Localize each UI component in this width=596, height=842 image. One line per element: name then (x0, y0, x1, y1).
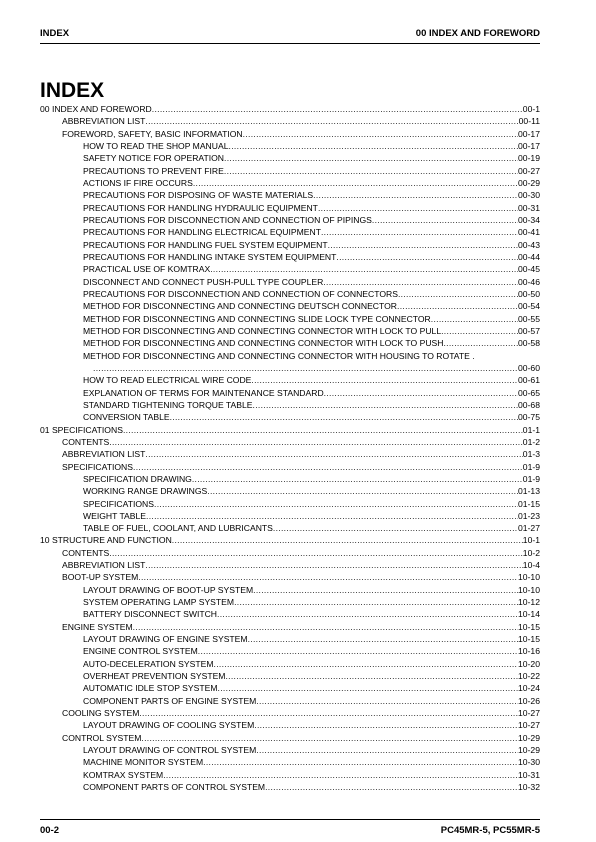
toc-entry[interactable] (40, 399, 540, 411)
toc-entry-title: WORKING RANGE DRAWINGS (83, 486, 208, 497)
toc-entry-title: SYSTEM OPERATING LAMP SYSTEM (83, 597, 235, 608)
toc-entry-title: METHOD FOR DISCONNECTING AND CONNECTING CONNECTOR WITH LOCK TO PULL (83, 325, 442, 336)
toc-entry-page: 00-65 (518, 387, 540, 398)
toc-entry-page: 10-32 (518, 782, 540, 793)
toc-entry[interactable] (40, 633, 540, 645)
dot-leader (243, 128, 518, 140)
toc-entry-title: OVERHEAT PREVENTION SYSTEM (83, 671, 226, 682)
toc-entry-page: 01-9 (522, 461, 540, 472)
dot-leader (133, 621, 518, 633)
toc-entry-title: LAYOUT DRAWING OF COOLING SYSTEM (83, 720, 255, 731)
toc-entry[interactable] (40, 522, 540, 534)
dot-leader (323, 276, 518, 288)
toc-entry-page: 10-29 (518, 745, 540, 756)
dot-leader (203, 756, 518, 768)
dot-leader (193, 177, 518, 189)
toc-entry-title: METHOD FOR DISCONNECTING AND CONNECTING DEUTSCH CONNECTOR (83, 301, 397, 312)
toc-entry-page: 00-60 (518, 362, 540, 373)
toc-entry[interactable] (40, 424, 540, 436)
toc-entry-title: METHOD FOR DISCONNECTING AND CONNECTING SLIDE LOCK TYPE CONNECTOR (83, 313, 431, 324)
toc-entry-title: PRECAUTIONS TO PREVENT FIRE (83, 165, 224, 176)
toc-entry-title: PRECAUTIONS FOR DISCONNECTION AND CONNECTION OF PIPINGS (83, 214, 372, 225)
toc-entry-title: BOOT-UP SYSTEM (62, 572, 139, 583)
toc-entry-page: 01-27 (518, 523, 540, 534)
toc-entry[interactable] (40, 263, 540, 275)
dot-leader (109, 436, 523, 448)
footer-rule (40, 819, 540, 820)
dot-leader (218, 682, 519, 694)
toc-entry-title: PRECAUTIONS FOR HANDLING ELECTRICAL EQUIPMENT (83, 227, 321, 238)
toc-entry-title: STANDARD TIGHTENING TORQUE TABLE (83, 399, 253, 410)
toc-entry-title: COOLING SYSTEM (62, 708, 140, 719)
dot-leader (256, 695, 518, 707)
dot-leader (224, 152, 518, 164)
toc-entry[interactable] (40, 756, 540, 768)
toc-entry-page: 00-19 (518, 153, 540, 164)
toc-entry-page: 01-9 (522, 473, 540, 484)
header-rule (40, 43, 540, 44)
dot-leader (154, 498, 518, 510)
toc-entry-title: PRECAUTIONS FOR HANDLING HYDRAULIC EQUIPMENT (83, 202, 318, 213)
toc-entry-title: HOW TO READ ELECTRICAL WIRE CODE (83, 375, 252, 386)
toc-entry-page: 10-1 (522, 535, 540, 546)
toc-entry-page: 10-30 (518, 757, 540, 768)
toc-entry-page: 10-20 (518, 658, 540, 669)
toc-entry[interactable] (40, 288, 540, 300)
dot-leader (253, 584, 518, 596)
toc-entry-page: 10-27 (518, 708, 540, 719)
dot-leader (251, 374, 518, 386)
dot-leader (441, 325, 518, 337)
toc-entry-page: 10-15 (518, 621, 540, 632)
toc-entry[interactable] (40, 559, 540, 571)
toc-entry[interactable] (40, 387, 540, 399)
toc-entry[interactable] (40, 621, 540, 633)
toc-entry[interactable] (40, 202, 540, 214)
toc-entry-page: 10-31 (518, 769, 540, 780)
dot-leader (172, 534, 523, 546)
toc-entry-page: 01-13 (518, 486, 540, 497)
toc-entry[interactable] (40, 337, 540, 349)
dot-leader (133, 461, 523, 473)
toc-entry[interactable] (40, 152, 540, 164)
toc-entry-title: EXPLANATION OF TERMS FOR MAINTENANCE STANDARD (83, 387, 324, 398)
dot-leader (225, 670, 518, 682)
toc-entry[interactable] (40, 769, 540, 781)
toc-entry-page: 00-58 (518, 338, 540, 349)
dot-leader (265, 781, 518, 793)
dot-leader (234, 596, 518, 608)
dot-leader (141, 732, 518, 744)
dot-leader (145, 559, 522, 571)
toc-entry-title: PRACTICAL USE OF KOMTRAX (83, 264, 211, 275)
page-title: INDEX (40, 79, 105, 102)
dot-leader (254, 719, 518, 731)
toc-entry-title: ENGINE SYSTEM (62, 621, 133, 632)
toc-entry[interactable] (40, 473, 540, 485)
toc-entry-page: 10-16 (518, 646, 540, 657)
toc-entry[interactable] (40, 189, 540, 201)
toc-entry-title: DISCONNECT AND CONNECT PUSH-PULL TYPE COUPLER (83, 276, 324, 287)
toc-entry-page: 10-4 (522, 560, 540, 571)
toc-entry[interactable] (40, 362, 540, 374)
toc-entry-title: PRECAUTIONS FOR DISCONNECTION AND CONNECTION OF CONNECTORS (83, 288, 398, 299)
toc-entry[interactable] (40, 436, 540, 448)
toc-entry-page: 00-75 (518, 412, 540, 423)
toc-entry-title: MACHINE MONITOR SYSTEM (83, 757, 204, 768)
toc-entry[interactable] (40, 350, 540, 362)
toc-entry-page: 00-45 (518, 264, 540, 275)
toc-entry-page: 01-23 (518, 510, 540, 521)
dot-leader (163, 769, 518, 781)
toc-entry[interactable] (40, 103, 540, 115)
toc-entry[interactable] (40, 584, 540, 596)
toc-entry-page: 10-12 (518, 597, 540, 608)
toc-entry-page: 00-27 (518, 165, 540, 176)
toc-entry-title: TABLE OF FUEL, COOLANT, AND LUBRICANTS (83, 523, 273, 534)
toc-entry-title: BATTERY DISCONNECT SWITCH (83, 609, 218, 620)
toc-entry[interactable] (40, 707, 540, 719)
toc-entry-page: 10-26 (518, 695, 540, 706)
dot-leader (198, 645, 518, 657)
toc-entry-page: 00-11 (518, 116, 540, 127)
toc-entry[interactable] (40, 485, 540, 497)
dot-leader (210, 263, 518, 275)
toc-entry-title: SPECIFICATIONS (83, 498, 154, 509)
header-section-label: INDEX (40, 28, 70, 39)
toc-entry-page: 00-17 (518, 140, 540, 151)
toc-entry-title: PRECAUTIONS FOR HANDLING FUEL SYSTEM EQUIPMENT (83, 239, 328, 250)
toc-entry-title: METHOD FOR DISCONNECTING AND CONNECTING CONNECTOR WITH LOCK TO PUSH (83, 338, 444, 349)
dot-leader (138, 571, 518, 583)
toc-entry[interactable] (40, 411, 540, 423)
dot-leader (273, 522, 518, 534)
dot-leader (248, 633, 518, 645)
toc-entry-title: HOW TO READ THE SHOP MANUAL (83, 140, 229, 151)
dot-leader (397, 300, 518, 312)
toc-entry[interactable] (40, 534, 540, 546)
toc-entry[interactable] (40, 695, 540, 707)
toc-entry-title: 10 STRUCTURE AND FUNCTION (40, 535, 172, 546)
dot-leader (139, 707, 518, 719)
page-header (40, 28, 540, 42)
toc-entry-title: AUTOMATIC IDLE STOP SYSTEM (83, 683, 218, 694)
dot-leader (443, 337, 518, 349)
toc-entry-page: 10-27 (518, 720, 540, 731)
toc-entry-title: CONVERSION TABLE (83, 412, 170, 423)
toc-entry-title: FOREWORD, SAFETY, BASIC INFORMATION (62, 128, 243, 139)
toc-entry[interactable] (40, 744, 540, 756)
toc-entry[interactable] (40, 115, 540, 127)
toc-entry-page: 00-50 (518, 288, 540, 299)
toc-entry-page: 00-54 (518, 301, 540, 312)
toc-entry[interactable] (40, 226, 540, 238)
toc-entry-page: 00-30 (518, 190, 540, 201)
toc-entry-page: 00-46 (518, 276, 540, 287)
toc-entry-page: 00-43 (518, 239, 540, 250)
toc-entry-page: 01-2 (522, 436, 540, 447)
toc-entry[interactable] (40, 325, 540, 337)
toc-entry-title: 01 SPECIFICATIONS (40, 424, 123, 435)
toc-entry-title: ABBREVIATION LIST (62, 449, 146, 460)
header-chapter-title: 00 INDEX AND FOREWORD (415, 28, 540, 39)
dot-leader (318, 202, 518, 214)
toc-entry-page: 10-24 (518, 683, 540, 694)
dot-leader (324, 387, 518, 399)
dot-leader (336, 251, 518, 263)
toc-entry-title: SPECIFICATION DRAWING (83, 473, 192, 484)
toc-entry-page: 10-14 (518, 609, 540, 620)
dot-leader (321, 226, 518, 238)
toc-entry-title: CONTENTS (62, 547, 110, 558)
toc-entry[interactable] (40, 608, 540, 620)
toc-entry[interactable] (40, 140, 540, 152)
toc-entry-title: METHOD FOR DISCONNECTING AND CONNECTING CONNECTOR WITH HOUSING TO ROTATE . (83, 350, 475, 361)
toc-entry-title: 00 INDEX AND FOREWORD (40, 104, 152, 114)
toc-entry-title: ABBREVIATION LIST (62, 116, 146, 127)
toc-entry-page: 00-61 (518, 375, 540, 386)
toc-entry-title: ACTIONS IF FIRE OCCURS (83, 177, 193, 188)
dot-leader (398, 288, 518, 300)
toc-entry-title: CONTROL SYSTEM (62, 732, 142, 743)
toc-entry-page: 10-10 (518, 584, 540, 595)
toc-entry[interactable] (40, 313, 540, 325)
dot-leader (224, 165, 518, 177)
dot-leader (146, 510, 518, 522)
toc-entry-page: 10-22 (518, 671, 540, 682)
dot-leader (123, 424, 523, 436)
toc-entry[interactable] (40, 128, 540, 140)
toc-entry[interactable] (40, 239, 540, 251)
toc-entry[interactable] (40, 374, 540, 386)
toc-entry-title: PRECAUTIONS FOR DISPOSING OF WASTE MATERIALS (83, 190, 314, 201)
toc-entry-page: 00-17 (518, 128, 540, 139)
dot-leader (313, 189, 518, 201)
toc-entry[interactable] (40, 670, 540, 682)
toc-entry[interactable] (40, 300, 540, 312)
toc-entry-page: 01-15 (518, 498, 540, 509)
dot-leader (253, 399, 519, 411)
toc-entry-title: ABBREVIATION LIST (62, 560, 146, 571)
toc-entry[interactable] (40, 165, 540, 177)
toc-entry[interactable] (40, 781, 540, 793)
dot-leader (152, 103, 523, 115)
toc-entry-title: KOMTRAX SYSTEM (83, 769, 164, 780)
toc-entry[interactable] (40, 251, 540, 263)
toc-entry-title: LAYOUT DRAWING OF BOOT-UP SYSTEM (83, 584, 254, 595)
toc-entry[interactable] (40, 719, 540, 731)
toc-entry[interactable] (40, 510, 540, 522)
dot-leader (214, 658, 518, 670)
toc-entry-page: 00-55 (518, 313, 540, 324)
toc-entry-page: 10-29 (518, 732, 540, 743)
dot-leader (192, 473, 523, 485)
toc-entry[interactable] (40, 461, 540, 473)
dot-leader (256, 744, 518, 756)
dot-leader (372, 214, 518, 226)
toc-entry-page: 01-1 (522, 424, 540, 435)
toc-entry[interactable] (40, 732, 540, 744)
toc-entry[interactable] (40, 448, 540, 460)
toc-entry-title: LAYOUT DRAWING OF CONTROL SYSTEM (83, 745, 257, 756)
dot-leader (217, 608, 518, 620)
toc-entry[interactable] (40, 276, 540, 288)
dot-leader (207, 485, 518, 497)
toc-entry-page: 10-10 (518, 572, 540, 583)
toc-entry-title: COMPONENT PARTS OF CONTROL SYSTEM (83, 782, 266, 793)
toc-entry[interactable] (40, 214, 540, 226)
toc-entry-title: WEIGHT TABLE (83, 510, 147, 521)
toc-entry[interactable] (40, 596, 540, 608)
toc-entry-title: AUTO-DECELERATION SYSTEM (83, 658, 214, 669)
dot-leader (431, 313, 518, 325)
toc-entry-page: 00-34 (518, 214, 540, 225)
toc-entry-title: SPECIFICATIONS (62, 461, 133, 472)
toc-entry[interactable] (40, 658, 540, 670)
toc-entry-page: 00-68 (518, 399, 540, 410)
toc-entry-page: 00-1 (522, 104, 540, 114)
toc-entry[interactable] (40, 547, 540, 559)
toc-entry[interactable] (40, 645, 540, 657)
dot-leader (170, 411, 518, 423)
toc-entry-page: 00-57 (518, 325, 540, 336)
dot-leader (109, 547, 523, 559)
dot-leader (145, 448, 522, 460)
table-of-contents (40, 103, 540, 793)
dot-leader (229, 140, 519, 152)
toc-entry[interactable] (40, 682, 540, 694)
toc-entry-title: COMPONENT PARTS OF ENGINE SYSTEM (83, 695, 257, 706)
toc-entry-page: 01-3 (522, 449, 540, 460)
toc-entry-title: LAYOUT DRAWING OF ENGINE SYSTEM (83, 634, 248, 645)
dot-leader (93, 362, 518, 374)
page-footer (40, 825, 540, 839)
toc-entry-page: 00-31 (518, 202, 540, 213)
toc-entry[interactable] (40, 571, 540, 583)
toc-entry-page: 00-41 (518, 227, 540, 238)
toc-entry-page: 00-29 (518, 177, 540, 188)
toc-entry-title: SAFETY NOTICE FOR OPERATION (83, 153, 225, 164)
dot-leader (328, 239, 518, 251)
toc-entry-page: 00-44 (518, 251, 540, 262)
toc-entry-title: ENGINE CONTROL SYSTEM (83, 646, 198, 657)
toc-entry-title: CONTENTS (62, 436, 110, 447)
toc-entry-page: 10-2 (522, 547, 540, 558)
toc-entry-page: 10-15 (518, 634, 540, 645)
toc-entry-title: PRECAUTIONS FOR HANDLING INTAKE SYSTEM EQUIPMENT (83, 251, 337, 262)
model-name: PC45MR-5, PC55MR-5 (440, 825, 540, 836)
toc-entry[interactable] (40, 498, 540, 510)
toc-entry[interactable] (40, 177, 540, 189)
dot-leader (145, 115, 518, 127)
page-number: 00-2 (40, 825, 60, 836)
